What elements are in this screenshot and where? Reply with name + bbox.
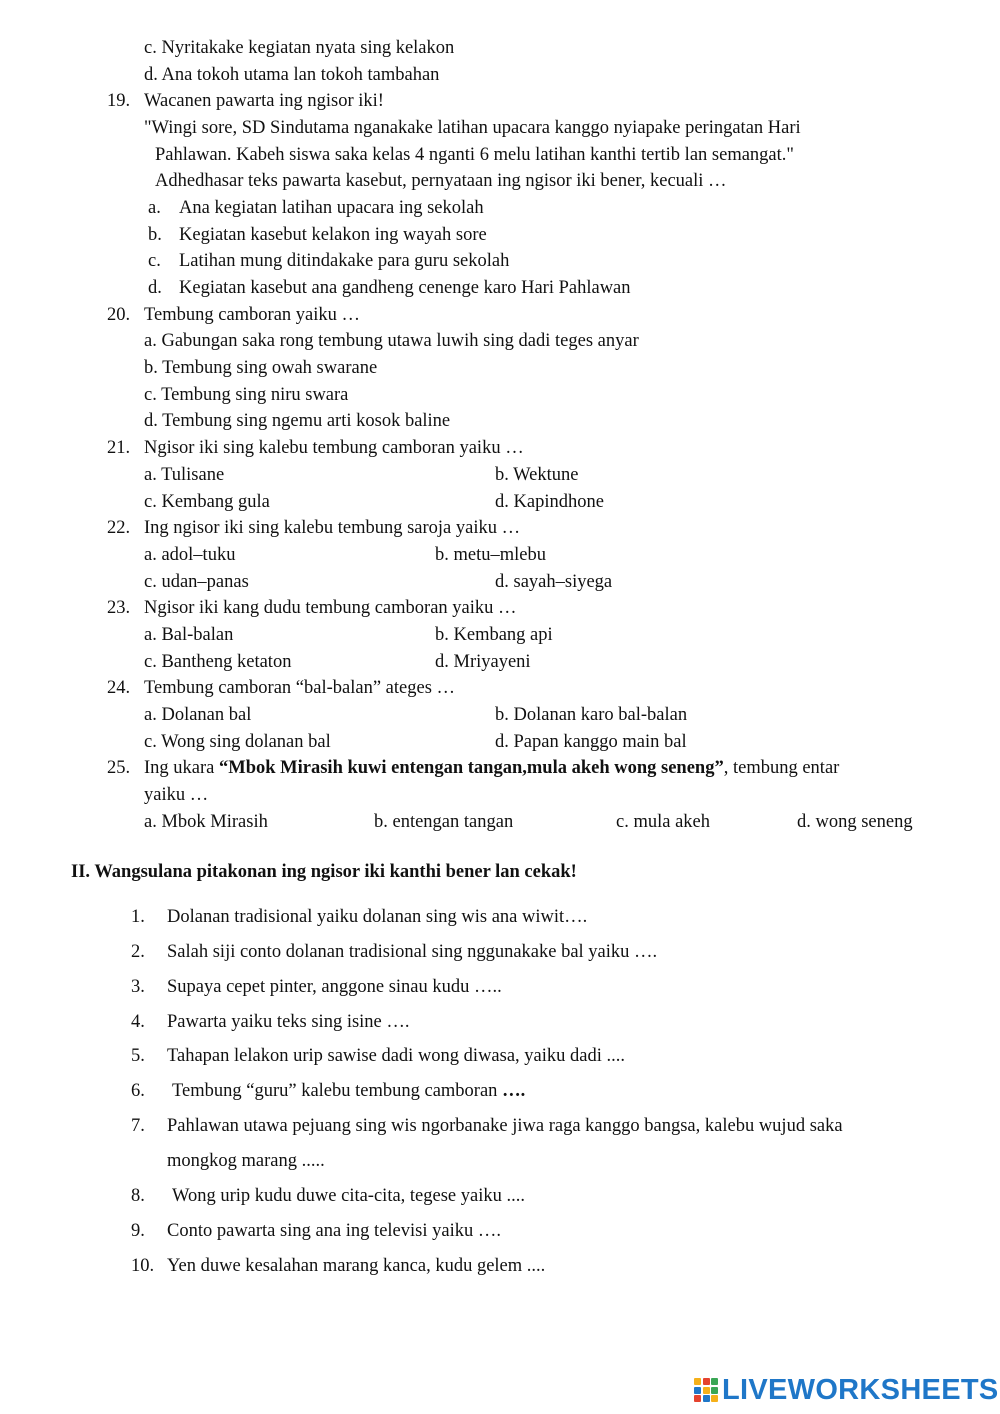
q24-option-c: c. Wong sing dolanan bal: [144, 732, 331, 752]
q25-option-c: c. mula akeh: [616, 812, 710, 832]
q20-number: 20.: [107, 305, 131, 325]
q25-number: 25.: [107, 758, 131, 778]
essay-6-text-main: Tembung “guru” kalebu tembung camboran: [172, 1081, 503, 1101]
logo-mark-cell: [703, 1395, 710, 1402]
q23-option-d: d. Mriyayeni: [435, 652, 531, 672]
q25-option-a: a. Mbok Mirasih: [144, 812, 268, 832]
essay-2-number: 2.: [131, 942, 145, 962]
q21-number: 21.: [107, 438, 131, 458]
q21-option-d: d. Kapindhone: [495, 492, 604, 512]
q21-question: Ngisor iki sing kalebu tembung camboran yaiku …: [144, 438, 524, 458]
q22-question: Ing ngisor iki sing kalebu tembung saroja yaiku …: [144, 518, 521, 538]
logo-mark-cell: [711, 1378, 718, 1385]
essay-6-number: 6.: [131, 1081, 145, 1101]
logo-mark-cell: [711, 1387, 718, 1394]
q19-option-d: Kegiatan kasebut ana gandheng cenenge karo Hari Pahlawan: [179, 278, 631, 298]
essay-3-text: Supaya cepet pinter, anggone sinau kudu …..: [167, 977, 502, 997]
q18-option-c: c. Nyritakake kegiatan nyata sing kelakon: [144, 38, 455, 58]
q20-question: Tembung camboran yaiku …: [144, 305, 361, 325]
q25-question-cont: yaiku …: [144, 785, 209, 805]
q25-question: [144, 757, 839, 779]
q19-option-b-letter: b.: [148, 225, 162, 245]
q22-option-d: d. sayah–siyega: [495, 572, 613, 592]
essay-7-text: Pahlawan utawa pejuang sing wis ngorbanake jiwa raga kanggo bangsa, kalebu wujud saka: [167, 1116, 843, 1136]
essay-1-number: 1.: [131, 907, 145, 927]
q23-question: Ngisor iki kang dudu tembung camboran yaiku …: [144, 598, 517, 618]
q25-option-b: b. entengan tangan: [374, 812, 514, 832]
essay-10-number: 10.: [131, 1256, 155, 1276]
essay-2-text: Salah siji conto dolanan tradisional sing nggunakake bal yaiku ….: [167, 942, 658, 962]
essay-5-text: Tahapan lelakon urip sawise dadi wong diwasa, yaiku dadi ....: [167, 1046, 626, 1066]
q22-option-b: b. metu–mlebu: [435, 545, 546, 565]
q23-option-a: a. Bal-balan: [144, 625, 234, 645]
essay-7-number: 7.: [131, 1116, 145, 1136]
q24-option-b: b. Dolanan karo bal-balan: [495, 705, 688, 725]
q21-option-c: c. Kembang gula: [144, 492, 270, 512]
essay-9-text: Conto pawarta sing ana ing televisi yaiku ….: [167, 1221, 501, 1241]
essay-1-text: Dolanan tradisional yaiku dolanan sing wis ana wiwit….: [167, 907, 588, 927]
q21-option-b: b. Wektune: [495, 465, 579, 485]
essay-7-text-cont: mongkog marang .....: [167, 1151, 325, 1171]
q19-option-c-letter: c.: [148, 251, 161, 271]
essay-8-number: 8.: [131, 1186, 145, 1206]
q18-option-d: d. Ana tokoh utama lan tokoh tambahan: [144, 65, 440, 85]
q22-option-c: c. udan–panas: [144, 572, 249, 592]
q19-option-b: Kegiatan kasebut kelakon ing wayah sore: [179, 225, 487, 245]
essay-4-number: 4.: [131, 1012, 145, 1032]
q24-number: 24.: [107, 678, 131, 698]
logo-mark-cell: [694, 1395, 701, 1402]
q23-option-c: c. Bantheng ketaton: [144, 652, 292, 672]
q19-passage-line1: "Wingi sore, SD Sindutama nganakake latihan upacara kanggo nyiapake peringatan Hari: [144, 118, 801, 138]
q24-option-d: d. Papan kanggo main bal: [495, 732, 687, 752]
q25-question-pre: Ing ukara: [144, 758, 219, 778]
q21-option-a: a. Tulisane: [144, 465, 225, 485]
q23-number: 23.: [107, 598, 131, 618]
q19-option-d-letter: d.: [148, 278, 162, 298]
section-2-heading: II. Wangsulana pitakonan ing ngisor iki kanthi bener lan cekak!: [71, 862, 577, 882]
q19-question: Wacanen pawarta ing ngisor iki!: [144, 91, 384, 111]
logo-mark-cell: [694, 1378, 701, 1385]
logo-mark-cell: [703, 1378, 710, 1385]
q19-number: 19.: [107, 91, 131, 111]
liveworksheets-logo: [694, 1372, 999, 1408]
q23-option-b: b. Kembang api: [435, 625, 553, 645]
q24-option-a: a. Dolanan bal: [144, 705, 252, 725]
q19-option-a: Ana kegiatan latihan upacara ing sekolah: [179, 198, 484, 218]
logo-mark-cell: [703, 1387, 710, 1394]
q25-option-d: d. wong seneng: [797, 812, 913, 832]
q24-question: Tembung camboran “bal-balan” ateges …: [144, 678, 456, 698]
liveworksheets-logo-text: LIVEWORKSHEETS: [722, 1373, 999, 1406]
logo-mark-cell: [694, 1387, 701, 1394]
essay-9-number: 9.: [131, 1221, 145, 1241]
essay-4-text: Pawarta yaiku teks sing isine ….: [167, 1012, 410, 1032]
essay-6-text: [172, 1080, 525, 1102]
q25-question-post: , tembung entar: [723, 758, 840, 778]
q20-option-a: a. Gabungan saka rong tembung utawa luwih sing dadi teges anyar: [144, 331, 639, 351]
q22-option-a: a. adol–tuku: [144, 545, 236, 565]
q20-option-d: d. Tembung sing ngemu arti kosok baline: [144, 411, 451, 431]
q19-option-c: Latihan mung ditindakake para guru sekolah: [179, 251, 510, 271]
q25-question-sentence: “Mbok Mirasih kuwi entengan tangan,mula akeh wong seneng”: [219, 758, 724, 778]
q19-option-a-letter: a.: [148, 198, 161, 218]
q19-passage-line2: Pahlawan. Kabeh siswa saka kelas 4 nganti 6 melu latihan kanthi tertib lan semangat.": [155, 145, 794, 165]
q22-number: 22.: [107, 518, 131, 538]
q19-prompt: Adhedhasar teks pawarta kasebut, pernyataan ing ngisor iki bener, kecuali …: [155, 171, 727, 191]
q20-option-b: b. Tembung sing owah swarane: [144, 358, 378, 378]
essay-6-text-dots: ….: [502, 1081, 526, 1101]
essay-3-number: 3.: [131, 977, 145, 997]
liveworksheets-logo-icon: [694, 1378, 718, 1402]
essay-8-text: Wong urip kudu duwe cita-cita, tegese yaiku ....: [172, 1186, 525, 1206]
q20-option-c: c. Tembung sing niru swara: [144, 385, 349, 405]
logo-mark-cell: [711, 1395, 718, 1402]
essay-5-number: 5.: [131, 1046, 145, 1066]
essay-10-text: Yen duwe kesalahan marang kanca, kudu gelem ....: [167, 1256, 546, 1276]
